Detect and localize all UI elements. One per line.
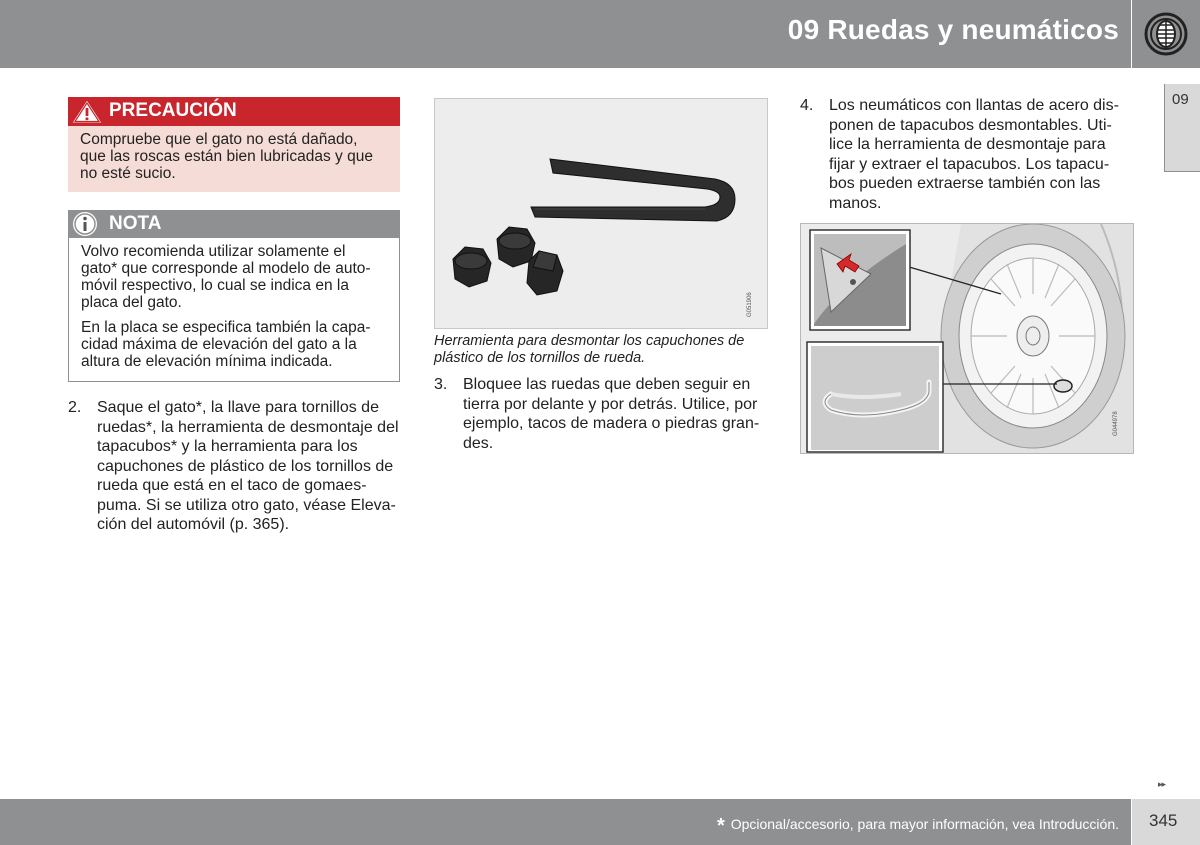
- caption-line: plástico de los tornillos de rueda.: [434, 350, 646, 366]
- cap-tool-illustration: [435, 99, 767, 328]
- step-number: 3.: [434, 376, 448, 393]
- step-line: manos.: [829, 194, 882, 212]
- page-number: 345: [1149, 811, 1178, 830]
- warning-line: no esté sucio.: [80, 165, 176, 182]
- step-line: bos pueden extraerse también con las: [829, 175, 1101, 192]
- chapter-icon-box: [1132, 0, 1200, 68]
- page-number-box: [1132, 799, 1200, 845]
- tire-icon: [1144, 12, 1188, 56]
- step-line: tierra por delante y por detrás. Utilice, por: [463, 395, 758, 413]
- note-title: NOTA: [109, 213, 162, 234]
- note-line: móvil respectivo, lo cual se indica en la: [81, 277, 349, 294]
- figure-cap-tool: [434, 98, 768, 329]
- page-footer: [0, 799, 1131, 845]
- note-body: [68, 238, 400, 382]
- step-line: des.: [463, 434, 494, 452]
- chapter-title: 09 Ruedas y neumáticos: [787, 14, 1119, 45]
- warning-triangle-icon: [70, 98, 104, 125]
- footer-star: *: [717, 815, 725, 837]
- note-line: cidad máxima de elevación del gato a la: [81, 336, 357, 353]
- step-line: capuchones de plástico de los tornillos de: [97, 457, 394, 475]
- step-text: [97, 398, 399, 535]
- step-text: [829, 96, 1119, 213]
- step-line: ruedas*, la herramienta de desmontaje del: [97, 418, 399, 436]
- step-line: ponen de tapacubos desmontables. Uti-: [829, 116, 1112, 134]
- note-line: Volvo recomienda utilizar solamente el: [81, 243, 346, 260]
- warning-line: Compruebe que el gato no está dañado,: [80, 131, 358, 148]
- chapter-tab-label: 09: [1172, 91, 1189, 108]
- step-line: fijar y extraer el tapacubos. Los tapacu-: [829, 155, 1110, 173]
- step-line: puma. Si se utiliza otro gato, véase Eleva-: [97, 496, 396, 514]
- step-text: [463, 375, 759, 453]
- step-line: ción del automóvil (p. 365).: [97, 516, 290, 533]
- footer-note: [717, 815, 1119, 838]
- plastic-cap: [527, 251, 563, 295]
- step-line: ejemplo, tacos de madera o piedras gran-: [463, 415, 760, 432]
- step-line: Saque el gato*, la llave para tornillos de: [97, 399, 379, 416]
- warning-title: PRECAUCIÓN: [109, 100, 237, 121]
- step-line: tapacubos* y la herramienta para los: [97, 438, 358, 455]
- hubcap-illustration: [801, 224, 1133, 453]
- step-number: 2.: [68, 399, 82, 416]
- note-line: placa del gato.: [81, 294, 182, 311]
- note-paragraph: [81, 319, 387, 370]
- figure-caption: [434, 333, 770, 367]
- info-icon: [70, 210, 100, 238]
- figure-hubcap-removal: [800, 223, 1134, 454]
- note-line: En la placa se especifica también la capa-: [81, 319, 371, 336]
- warning-header: [68, 97, 400, 126]
- step-line: lice la herramienta de desmontaje para: [829, 136, 1106, 153]
- step-line: rueda que está en el taco de gomaes-: [97, 477, 367, 494]
- footer-text: Opcional/accesorio, para mayor información, vea Introducción.: [730, 816, 1119, 832]
- plastic-cap: [453, 247, 491, 287]
- continue-arrows-icon: ▸▸: [1158, 779, 1166, 789]
- note-header: [68, 210, 400, 238]
- note-line: altura de elevación mínima indicada.: [81, 353, 333, 370]
- caption-line: Herramienta para desmontar los capuchones de: [434, 333, 745, 349]
- note-paragraph: [81, 243, 387, 311]
- figure-code: G044978: [1113, 411, 1119, 436]
- chapter-tab[interactable]: [1164, 84, 1200, 172]
- note-line: gato* que corresponde al modelo de auto-: [81, 260, 371, 277]
- warning-line: que las roscas están bien lubricadas y que: [80, 148, 373, 165]
- page-header: [0, 0, 1131, 68]
- step-number: 4.: [800, 97, 814, 114]
- step-line: Los neumáticos con llantas de acero dis-: [829, 97, 1119, 114]
- step-line: Bloquee las ruedas que deben seguir en: [463, 376, 751, 393]
- warning-body: [68, 126, 400, 192]
- figure-code: G051906: [747, 292, 753, 317]
